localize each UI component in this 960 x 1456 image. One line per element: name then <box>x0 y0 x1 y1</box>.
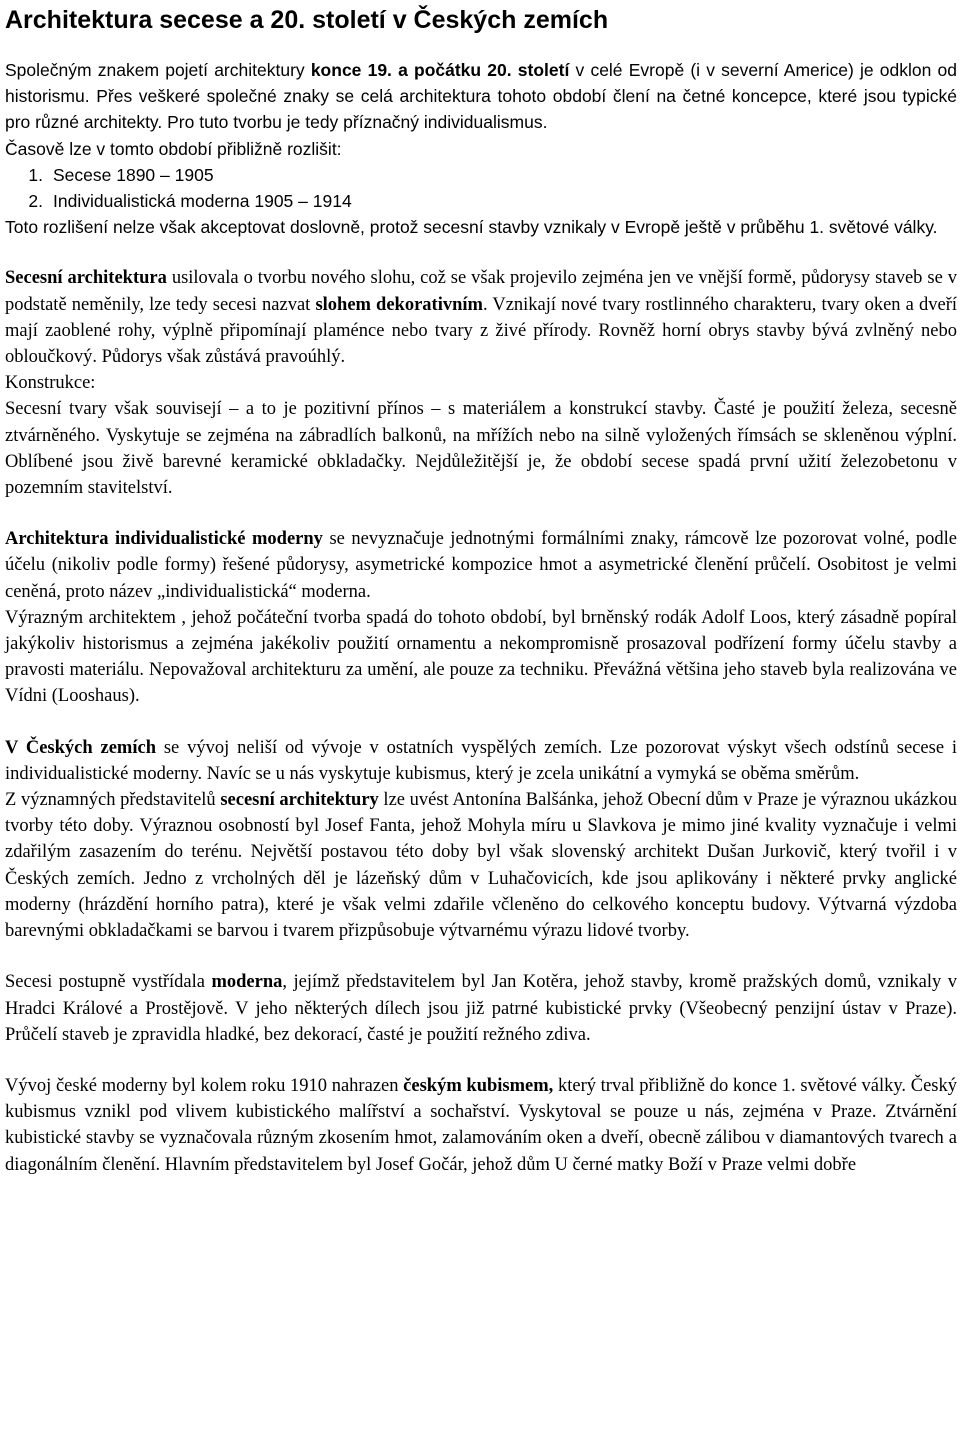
list-item-number: 1. <box>28 164 43 185</box>
representatives-paragraph <box>5 787 957 944</box>
moderna-text: se nevyznačuje jednotnými formálními znaky, rámcově lze pozorovat volné, podle účelu (nikoliv podle formy) řešené půdorysy, asymetrické kompozice hmot a asymetrické členění průčelí. Osobitost je velmi ceněná, proto název „individualistická“ moderna. <box>5 529 957 602</box>
secese-text-2: . Vznikají nové tvary rostlinného charakteru, tvary oken a dveří mají zaoblené rohy, výplně připomínají plaménce nebo tvary z živé přírody. Rovněž horní obrys stavby bývá zvlněný nebo obloučkový. Půdorys však zůstává pravoúhlý. <box>5 294 957 368</box>
intro-paragraph <box>5 57 957 136</box>
moderna-paragraph <box>5 526 957 605</box>
list-item-text: Secese 1890 – 1905 <box>53 164 214 185</box>
construction-paragraph: Secesní tvary však souvisejí – a to je pozitivní přínos – s materiálem a konstrukcí stavby. Časté je použití železa, secesně ztvárněného. Vyskytuje se zejména na zábradlích balkonů, na mřížích nebo na silně vyložených římsách se skleněnou výplní. Oblíbené jsou živě barevné keramické obkladačky. Nejdůležitější je, že období secese spadá první užití železobetonu v pozemním stavitelství. <box>5 399 957 499</box>
cubism-text-1: Vývoj české moderny byl kolem roku 1910 nahrazen <box>5 1075 404 1096</box>
list-item-text: Individualistická moderna 1905 – 1914 <box>53 191 352 212</box>
moderna-term: Architektura individualistické moderny <box>5 529 323 550</box>
list-item <box>5 162 957 188</box>
moderna-bold-term: moderna <box>211 972 283 993</box>
list-item-number: 2. <box>28 191 43 212</box>
kotera-text-2: , jejímž představitelem byl Jan Kotěra, jehož stavby, kromě pražských domů, vznikaly v Hradci Králové a Prostějově. V jeho některých dílech jsou již patrné kubistické prvky (Všeobecný penzijní ústav v Praze). Průčelí staveb je zpravidla hladké, bez dekorací, časté je použití režného zdiva. <box>5 972 958 1045</box>
secese-paragraph <box>5 265 957 370</box>
periods-note: Toto rozlišení nelze však akceptovat doslovně, protož secesní stavby vznikaly v Evropě ještě v průběhu 1. světové války. <box>5 217 938 238</box>
page-title: Architektura secese a 20. století v Českých zemích <box>5 6 609 34</box>
czech-lands-term: V Českých zemích <box>5 737 156 758</box>
loos-paragraph: Výrazným architektem , jehož počáteční tvorba spadá do tohoto období, byl brněnský rodák Adolf Loos, který zásadně popíral jakýkoliv historismus a zejména jakékoliv použití ornamentu a nekompromisně prosazoval podřízení formy účelu stavby a pravosti materiálu. Nepovažoval architekturu za umění, ale pouze za techniku. Převážná většina jeho staveb byla realizována ve Vídni (Looshaus). <box>5 607 957 707</box>
intro-text-c: v celé Evropě (i v severní Americe) je odklon od historismu. Přes veškeré společné znaky se celá architektura tohoto období člení na četné koncepce, které jsou typické pro různé architekty. Pro tuto tvorbu je tedy příznačný individualismus. <box>5 60 957 133</box>
secese-style-term: slohem dekorativním <box>315 294 483 315</box>
kotera-paragraph <box>5 969 957 1048</box>
document-page <box>5 0 957 1178</box>
representatives-text-a: Z významných představitelů <box>5 790 221 811</box>
section-intro <box>5 57 957 240</box>
section-cubism <box>5 1073 957 1178</box>
cubism-paragraph <box>5 1073 957 1178</box>
periods-heading: Časově lze v tomto období přibližně rozlišit: <box>5 138 342 159</box>
section-kotera <box>5 969 957 1048</box>
construction-label: Konstrukce: <box>5 373 96 394</box>
secese-term: Secesní architektura <box>5 268 167 289</box>
intro-text-a: Společným znakem pojetí architektury <box>5 60 311 80</box>
secession-architecture-term: secesní architektury <box>220 790 379 811</box>
list-item <box>5 188 957 214</box>
cubism-text-2: který trval přibližně do konce 1. světové války. Český kubismus vznikl pod vlivem kubistického malířství a sochařství. Vyskytoval se pouze u nás, zejména v Praze. Ztvárnění kubistické stavby se vyznačovala různým zkosením hmot, zalamováním oken a dveří, obecně zálibou v diamantových tvarech a diagonálním členění. Hlavním představitelem byl Josef Gočár, jehož dům U černé matky Boží v Praze velmi dobře <box>5 1075 957 1175</box>
intro-period-bold: konce 19. a počátku 20. století <box>310 60 570 80</box>
representatives-text-c: lze uvést Antonína Balšánka, jehož Obecní dům v Praze je výraznou ukázkou tvorby této doby. Výraznou osobností byl Josef Fanta, jehož Mohyla míru u Slavkova je mimo jiné kvality vyznačuje i velmi zdařilým zasazením do terénu. Největší postavou této doby byl však slovenský architekt Dušan Jurkovič, který tvořil i v Českých zemích. Jedno z vrcholných děl je lázeňský dům v Luhačovicích, kde jsou aplikovány i některé prvky anglické moderny (hrázdění horního patra), které je však velmi zdařile včleněno do celkového konceptu budovy. Výtvarná výzdoba barevnými obkladačkami se barvou i tvarem přizpůsobuje výtvarnému výrazu lidové tvorby. <box>5 790 957 942</box>
secese-text-1: usilovala o tvorbu nového slohu, což se však projevilo zejména jen ve vnější formě, půdorysy staveb se v podstatě neměnily, lze tedy secesi nazvat <box>5 268 957 315</box>
section-secese <box>5 265 957 501</box>
czech-lands-paragraph <box>5 735 957 787</box>
section-czech-lands <box>5 735 957 945</box>
cubism-term: českým kubismem, <box>403 1075 554 1096</box>
czech-lands-text: se vývoj neliší od vývoje v ostatních vyspělých zemích. Lze pozorovat výskyt všech odstínů secese i individualistické moderny. Navíc se u nás vyskytuje kubismus, který je zcela unikátní a vymyká se oběma směrům. <box>5 737 958 784</box>
section-moderna <box>5 526 957 709</box>
kotera-text-1: Secesi postupně vystřídala <box>5 972 212 993</box>
periods-list <box>5 162 957 214</box>
